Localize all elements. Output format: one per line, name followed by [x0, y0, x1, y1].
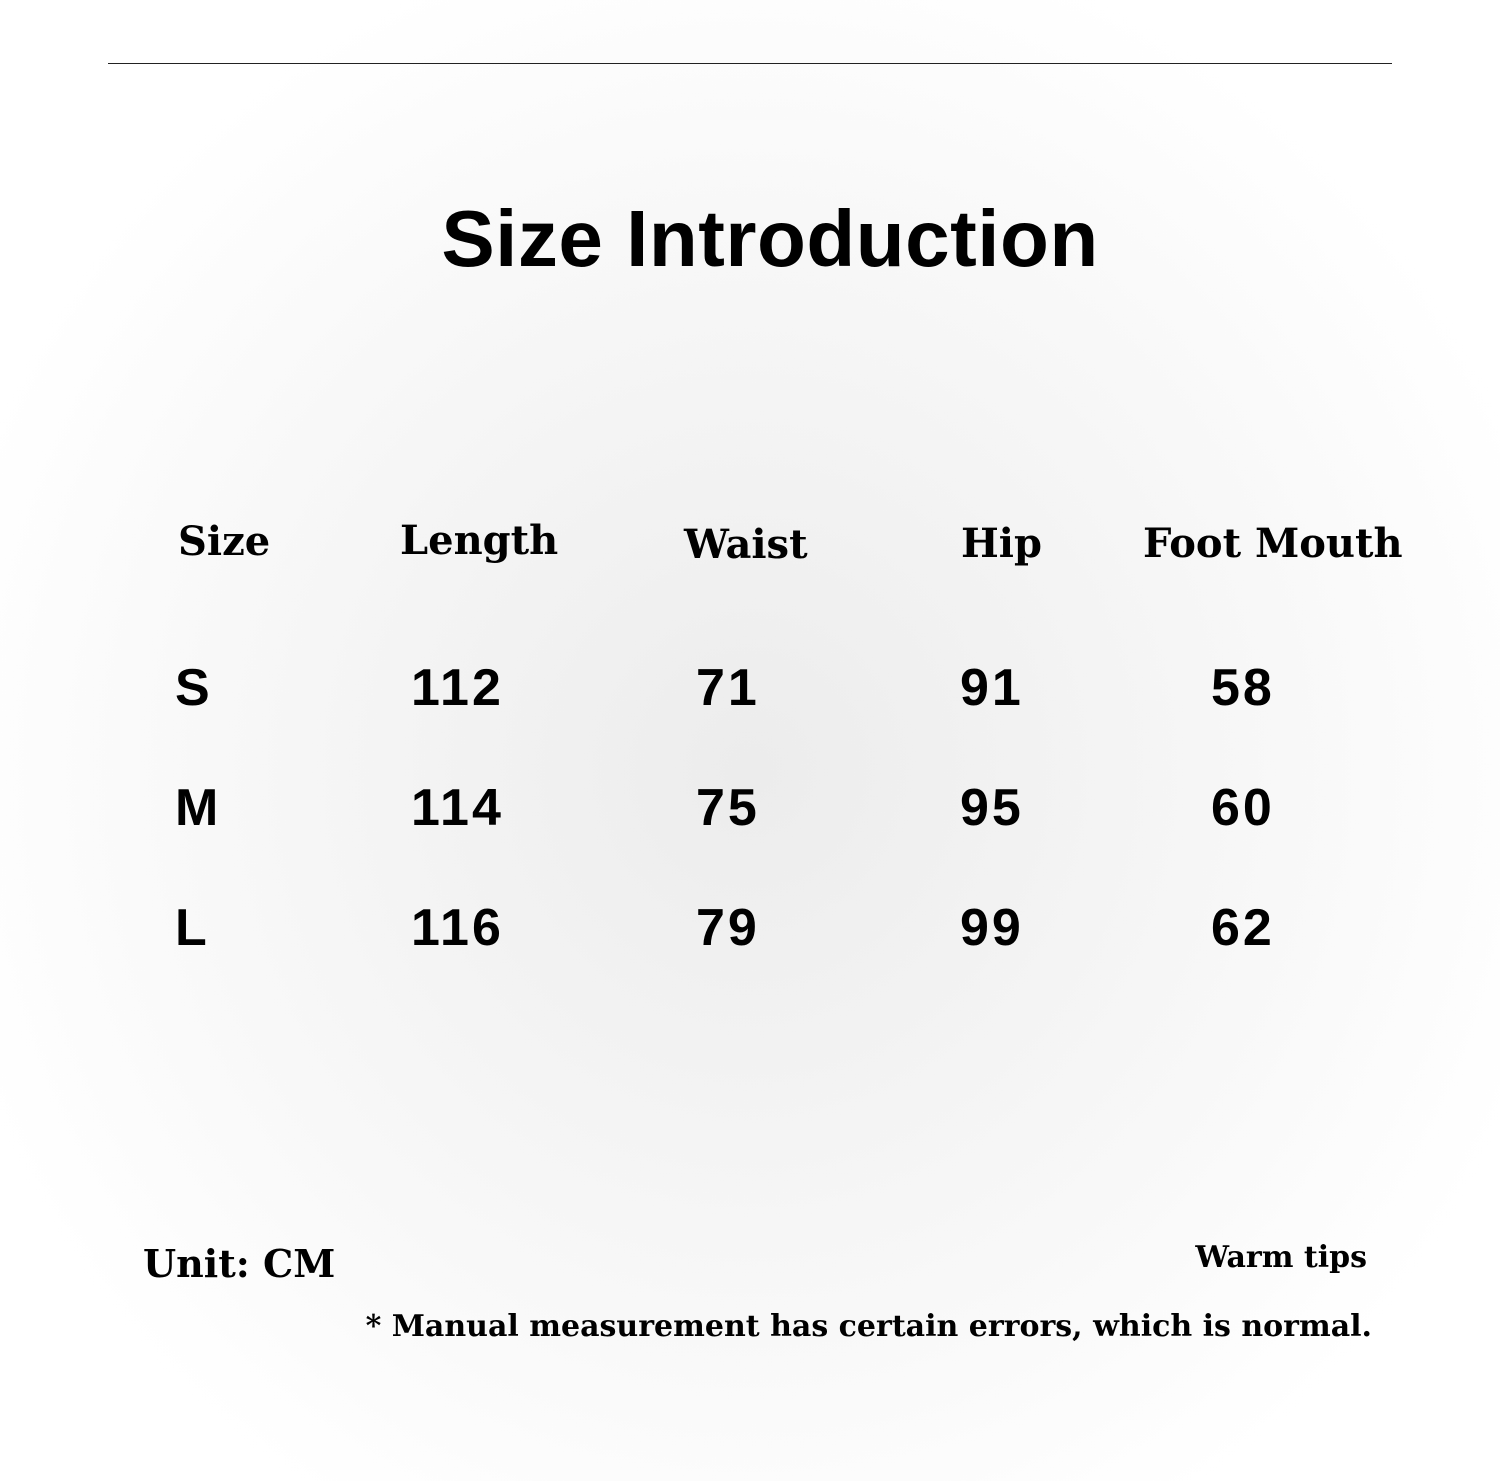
- cell-hip: 99: [960, 899, 1024, 957]
- cell-length: 112: [411, 659, 504, 717]
- header-waist: Waist: [684, 521, 808, 568]
- cell-size: M: [175, 779, 222, 837]
- cell-foot-mouth: 58: [1211, 659, 1275, 717]
- header-size: Size: [178, 518, 271, 565]
- cell-hip: 95: [960, 779, 1024, 837]
- cell-foot-mouth: 62: [1211, 899, 1275, 957]
- cell-foot-mouth: 60: [1211, 779, 1275, 837]
- top-divider: [108, 63, 1392, 64]
- header-hip: Hip: [961, 520, 1042, 567]
- page-title: Size Introduction: [441, 194, 1099, 283]
- header-length: Length: [400, 517, 559, 564]
- cell-length: 114: [411, 779, 504, 837]
- warm-tips-title: Warm tips: [1195, 1240, 1367, 1275]
- header-foot-mouth: Foot Mouth: [1143, 520, 1403, 567]
- cell-length: 116: [411, 899, 504, 957]
- cell-size: S: [175, 659, 213, 717]
- cell-waist: 75: [696, 779, 760, 837]
- cell-hip: 91: [960, 659, 1024, 717]
- cell-waist: 71: [696, 659, 760, 717]
- cell-waist: 79: [696, 899, 760, 957]
- measurement-note: * Manual measurement has certain errors, which is normal.: [365, 1309, 1372, 1344]
- cell-size: L: [175, 899, 210, 957]
- unit-label: Unit: CM: [143, 1241, 336, 1286]
